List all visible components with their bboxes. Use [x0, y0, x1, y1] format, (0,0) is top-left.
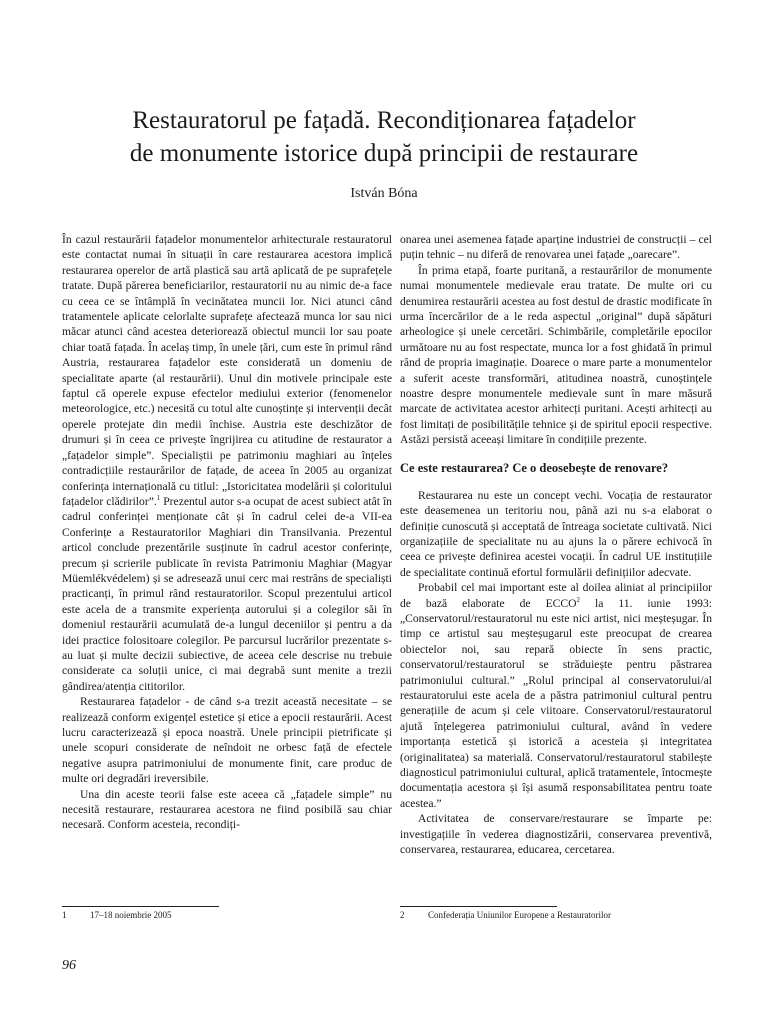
footnote-text: 17–18 noiembrie 2005 — [90, 910, 172, 920]
title-line-2: de monumente istorice după principii de restaurare — [129, 140, 639, 167]
footnote-number: 2 — [400, 910, 405, 920]
paragraph: Una din aceste teorii false este aceea că „fațadele simple” nu necesită restaurare, restaurarea acestora ne fiind posibilă sau chiar necesară. Conform acesteia, recondiți- — [62, 787, 392, 832]
paragraph: Restaurarea nu este un concept vechi. Vocația de restaurator este deasemenea un teritoriu nou, până azi nu s-a elaborat o definiție cunoscută și acceptată de întreaga societate cultivată. Nici organizațiile de specialitate nu au ajuns la o părere echivocă în ceea ce privește definirea acestei vocații. În cadrul UE instituțiile de specialitate continuă efortul formulării definițiilor adecvate. — [400, 488, 712, 579]
paragraph: Activitatea de conservare/restaurare se împarte pe: investigațiile în vederea diagnostizării, conservarea preventivă, conservarea, restaurarea, educarea, cercetarea. — [400, 812, 712, 857]
author-name: István Bóna — [350, 186, 418, 201]
footnote-text: Confederația Uniunilor Europene a Restauratorilor — [428, 910, 611, 920]
paragraph-text: Probabil cel mai important este al doilea aliniat al principiilor de bază elaborate de ECCO — [400, 581, 712, 610]
article-title — [0, 104, 768, 170]
footnote-1 — [62, 910, 172, 921]
footnote-divider — [400, 906, 557, 907]
footnote-number: 1 — [62, 910, 67, 920]
paragraph-text: În cazul restaurării fațadelor monumentelor arhitecturale restauratorul este contactat numai în situații în care restaurarea acestora implică restaurarea operelor de artă plastică sau artă aplicată de pe suprafețele tratate. După părerea beneficiarilor, restauratorii nu au nimic de-a face cu ceea ce se întâmplă în vecinătatea muncii lor. Nici atunci când tratamentele aplicate celorlalte suprafețe afectează munca lor sau nici măcar atunci când acestea deteriorează obiectul muncii lor sau poate chiar toată fațada. În acelaș timp, în unele țări, cum este în primul rând Austria, restaurarea fațadelor este considerată un domeniu de specialitate aparte (al restaurării). Unul din motivele principale este faptul că operele expuse efectelor mediului exterior (fenomenelor meteorologice, etc.) necesită cu totul alte cunoștințe și intervenții decât operele protejate din medii închise. Austria este deschizător de drumuri și în ceea ce privește îngrijirea cu atitudine de restaurator a „fațadelor simple”. Specialiștii pe patrimoniu maghiari au înțeles contradicțiile restaurărilor de fațade, de aceea în 2005 au organizat conferința internațională cu titlul: „Istoricitatea modelării și coloritului fațadelor clădirilor”. — [62, 233, 392, 508]
footnote-divider — [62, 906, 219, 907]
paragraph: În prima etapă, foarte puritană, a restaurărilor de monumente numai monumentele medievale erau tratate. De multe ori cu denumirea restaurării acestea au fost destul de drastic modificate în urma încercărilor de a le reda aspectul „original” după săpături arheologice și unele cercetări. Schimbările, completările epocilor următoare nu au fost respectate, munca lor a fost ghidată în primul rând de propria imaginație. Doarece o mare parte a monumentelor a suferit aceste transformări, atitudinea noastră, cunoștințele noastre despre monumentele medievale sunt în mare măsură marcate de activitatea acestor arhitecți puritani. Acești arhitecți au fost limitați de posibilitățile tehnice și de spiritul epocii respective. Astăzi persistă aceeași limitare în condițiile prezente. — [400, 263, 712, 447]
footnote-mark: 2 — [576, 595, 580, 604]
right-column — [400, 232, 712, 857]
paragraph-text: la 11. iunie 1993: „Conservatorul/restauratorul nu este nici artist, nici meșteșugar. În timp ce artistul sau meșteșugarul este preocupat de crearea obiectelor noi, sau repară obiecte în sens practic, conservatorul/restauratorul se străduiește pentru păstrarea patrimoniului cultural.” „Rolul principal al conservatorului/al restauratorului este acela de a păstra patrimoniul cultural pentru generațiile de acum și cele viitoare. Conservatorul/restauratorul ajută înțelegerea patrimoniului cultural, având în vedere importanța estetică și istorică a acesteia și integritatea (originalitatea) sa materială. Conservatorul/restauratorul stabilește diagnosticul patrimoniului cultural, aplică tratamentele, întocmește documentația acestora și își asumă responsabilitatea pentru toate acestea.” — [400, 596, 712, 810]
footnote-2 — [400, 910, 611, 921]
paragraph: onarea unei asemenea fațade aparține industriei de construcții – cel puțin tehnic – nu diferă de renovarea unei fațade „oarecare”. — [400, 233, 712, 262]
left-column — [62, 232, 392, 833]
footnote-mark: 1 — [156, 494, 161, 503]
paragraph-text: Prezentul autor s-a ocupat de acest subiect atât în cadrul conferinței menționate cât și în cadrul celei de-a VII-ea Conferințe a Restauratorilor Maghiari din Transilvania. Prezentul articol conclude prezentările susținute în cadrul acestor conferințe, precum și scrierile publicate în revista Patrimoniu Maghiar (Magyar Müemlékvédelem) și se adresează unui cerc mai restrâns de specialiști practicanți, în primul rând restauratorilor. Scopul prezentului articol este acela de a transmite experiența autorului și a colegilor săi în domeniul restaurării acumulată de-a lungul deceniilor și pentru a da idei practice folositoare colegilor. Pe parcursul lucrărilor prezentate s-au luat și multe decizii subiective, de aceea cele descrise nu trebuie considerate ca soluții unice, ci mai degrabă sunt menite a trezii gândirea/atenția cititorilor. — [62, 494, 392, 693]
section-heading: Ce este restaurarea? Ce o deosebește de renovare? — [400, 460, 669, 475]
title-line-1: Restauratorul pe fațadă. Recondiționarea fațadelor — [132, 107, 636, 134]
paragraph: Restaurarea fațadelor - de când s-a trezit această necesitate – se realizează conform exigențel estetice și etice a epocii restaurării. Acest lucru caracterizează și epoca noastră. Unele principii pietrificate și unele scopuri considerate de neîndoit ne orbesc față de efectele negative asupra patrimoniului de monumente finit, care produc de multe ori degradări ireversibile. — [62, 695, 392, 786]
paragraph — [62, 232, 392, 694]
page-number: 96 — [62, 958, 76, 973]
paragraph — [400, 580, 712, 811]
